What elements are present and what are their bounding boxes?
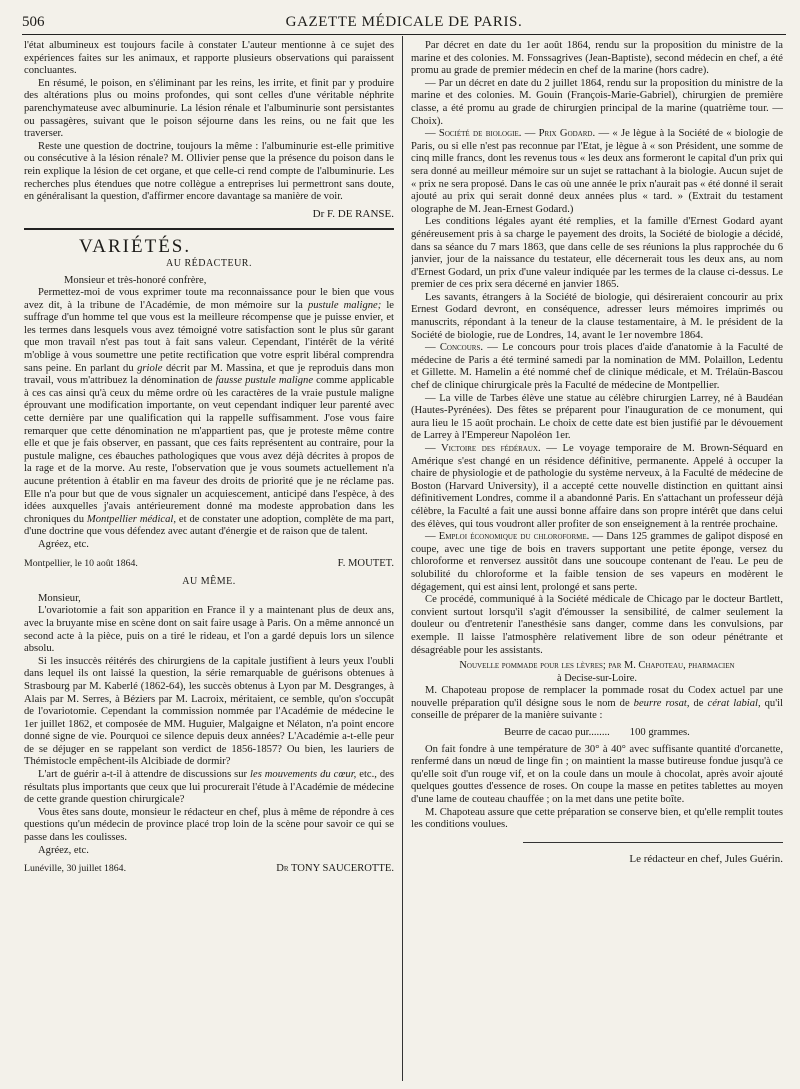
column-divider (402, 36, 403, 1081)
place-date: Lunéville, 30 juillet 1864. (24, 863, 127, 875)
page-header (22, 8, 786, 35)
section-title: VARIÉTÉS. (79, 236, 192, 258)
paragraph: Reste une question de doctrine, toujours la même : l'albuminurie est-elle primitive ou consécutive à la lésion rénale? M. Ollivier pense que la présence du poison dans le rein explique la lésion de cet organe, et que celle-ci rend compte de l'albuminurie. Les recherches plus étendues que notre collègue a entreprises lui permettront sans doute, en généralisant la question, d'affirmer encore davantage sa manière de voir. (24, 140, 394, 203)
recipe-ingredient: Beurre de cacao pur........ (504, 727, 610, 739)
section-divider (24, 228, 394, 233)
recipe-line (411, 727, 783, 740)
paragraph: — Par un décret en date du 2 juillet 1864, rendu sur la proposition du ministre de la marine et des colonies. M. Gouin (François-Marie-Gabriel), chirurgien de première classe, a été promu au grade de chirurgien principal de la marine (quatrième tour. — Choix). (411, 77, 783, 127)
page-number: 506 (22, 14, 45, 30)
letter-paragraph: L'art de guérir a-t-il à attendre de discussions sur les mouvements du cœur, etc., des résultats plus importants que ceux que lui procurerait l'étude à l'Académie de médecine de cette grande question chirurgicale? (24, 769, 394, 806)
news-item: — Société de biologie. — Prix Godard. — « Je lègue à la Société de « biologie de Paris, ou si elle n'est pas reconnue par l'Etat, je lègue à « son Président, une somme de cinq mille francs, dont les revenus tous « les deux ans formeront le capital d'un prix qui sera donné au meilleur mémoire sur un sujet se rattachant à la biologie. Aucun sujet de « prix ne sera proposé. Dans le cas où une année le prix n'aurait pas « été donné il serait ajouté au prix qui serait donné deux années plus « tard. » (Extrait du testament olographe de M. Jean-Ernest Godard.) (411, 128, 783, 215)
closing: Agréez, etc. (38, 538, 89, 550)
letter-paragraph: L'ovariotomie a fait son apparition en France il y a maintenant plus de deux ans, avec la bruyante mise en scène dont on sait faire usage à Paris. On a même annoncé un second acte à la pièce, puis on a tiré le rideau, et l'on a gardé depuis lors un silence absolu. (24, 605, 394, 655)
letter-footer (24, 863, 394, 876)
news-item: — Emploi économique du chloroforme. — Dans 125 grammes de galipot disposé en coupe, avec une tige de bois en travers supportant une petite éponge, versez du chloroforme et renversez aussitôt dans une soucoupe contenant de l'eau. Le peu de solubilité du chloroforme et la faible tension de ses vapeurs en modèrent le dégagement, qui est ainsi lent, prolongé et sans perte. (411, 531, 783, 593)
paragraph: On fait fondre à une température de 30° à 40° avec suffisante quantité d'orcanette, renfermé dans un nœud de linge fin ; on maintient la masse butireuse fondue jusqu'à ce qu'elle soit d'un rouge vif, et on la coule dans un moule à chocolat, après avoir ajouté quelques gouttes d'essence de roses. On coupe la masse en petites tablettes au moyen d'une lame de couteau chauffée ; on la met dans une petite boîte. (411, 743, 783, 806)
salutation: Monsieur et très-honoré confrère, (64, 274, 207, 286)
right-column (411, 40, 783, 1083)
closing: Agréez, etc. (38, 844, 89, 856)
signature: Dr TONY SAUCEROTTE. (276, 863, 394, 875)
signature-rule (523, 842, 783, 843)
signature: F. MOUTET. (337, 557, 394, 569)
journal-title: GAZETTE MÉDICALE DE PARIS. (285, 14, 523, 30)
salutation: Monsieur, (38, 592, 81, 604)
paragraph: Les savants, étrangers à la Société de biologie, qui désireraient concourir au prix Ernest Godard devront, en conséquence, adresser leurs mémoires imprimés ou manuscrits, répondant à la teneur de la clause testamentaire, à M. le président de la Société de biologie, rue de Londres, 14, avant le 1er novembre 1864. (411, 291, 783, 341)
paragraph: M. Chapoteau propose de remplacer la pommade rosat du Codex actuel par une nouvelle préparation qu'il désigne sous le nom de beurre rosat, de cérat labial, qu'il conseille de préparer de la manière suivante : (411, 685, 783, 722)
paragraph: Par décret en date du 1er août 1864, rendu sur la proposition du ministre de la marine et des colonies. M. Fonssagrives (Jean-Baptiste), second médecin en chef, a été promu au grade de premier médecin en chef de la marine (hors cadre). (411, 40, 783, 77)
paragraph: — La ville de Tarbes élève une statue au célèbre chirurgien Larrey, né à Baudéan (Hautes-Pyrénées). Des fêtes se préparent pour l'inauguration de ce monument, qui aura lieu le 15 août prochain. Le choix de cette date est bien justifié par le dévouement de Larrey à l'Empereur Napoléon 1er. (411, 392, 783, 442)
letter-paragraph: Permettez-moi de vous exprimer toute ma reconnaissance pour le bien que vous avez dit, à la tribune de l'Académie, de mon mémoire sur la pustule maligne; le suffrage d'un homme tel que vous est la meilleure récompense que je puisse envier, et les termes dans lesquels vous avez témoigné votre satisfaction sont le plus sûr garant que mon travail n'est pas tout à fait sans valeur. Cependant, l'intérêt de la vérité m'oblige à vous soumettre une petite rectification que votre esprit libéral comprendra sans peine. En parlant du griole décrit par M. Massina, et que je reproduis dans mon travail, vous m'attribuez la dénomination de fausse pustule maligne comme applicable à ces cas ainsi qu'à ceux du même ordre où les caractères de la vraie pustule maligne éprouvant une modification importante, on veut cependant indiquer leur parenté avec cette dernière par une qualification qui la rappelle suffisamment. J'ose vous faire remarquer que cette dénomination ne m'appartient pas, que je proteste même contre elle et que je fais observer, en passant, que ces faits représentent au contraire, pour la pustule maligne, ces ébauches pathologiques que vous avez déjà décrites à propos de la rage et de la morve. Au reste, l'observation que je vous soumets actuellement n'a aucune prétention à établir en ma faveur des droits de priorité que je ne réclame pas. Elle n'a pour but que de vous signaler un acquiescement, anticipé dans l'espèce, à des idées auxquelles j'avais antérieurement donné ma modeste approbation dans les chroniques du Montpellier médical, et de constater une adoption, complète de ma part, d'une doctrine que vous défendez avec autant d'énergie et de raison que de talent. (24, 287, 394, 538)
news-item: — Concours. — Le concours pour trois places d'aide d'anatomie à la Faculté de médecine de Paris a été terminé samedi par la nomination de MM. Polaillon, Ledentu et Gillette. M. Hamelin a été nommé chef de clinique médicale, et M. Trélaün-Bascou chef de clinique chirurgicale près la Faculté de médecine de Montpellier. (411, 342, 783, 392)
editor-signature: Le rédacteur en chef, Jules Guérin. (629, 852, 783, 865)
left-column (24, 40, 394, 1083)
article-title: Nouvelle pommade pour les lèvres; par M. Chapoteau, pharmacien (459, 660, 735, 672)
paragraph: M. Chapoteau assure que cette préparation se conserve bien, et qu'elle remplit toutes les conditions voulues. (411, 806, 783, 831)
news-item: — Victoire des fédéraux. — Le voyage temporaire de M. Brown-Séquard en Amérique s'est changé en un résidence définitive, permanente. Appelé à occuper la chaire de physiologie et de pathologie du système nerveux, à la Faculté de médecine de Boston (Harvard University), il a accepté cette nouvelle distinction en quittant ainsi définitivement Londres, comme il a abandonné Paris. En s'attachant un professeur déjà célèbre, la Faculté a fait une aussi bonne affaire dans son propre intérêt que dans celui des élèves, qui tous voudront aller profiter de son enseignement à la rentrée prochaine. (411, 443, 783, 530)
signature: Dr F. DE RANSE. (312, 207, 394, 220)
letter-heading: AU RÉDACTEUR. (166, 257, 252, 269)
paragraph: Les conditions légales ayant été remplies, et la famille d'Ernest Godard ayant généreusement pris à sa charge le payement des droits, la Société de biologie a décidé, dans sa séance du 7 mars 1863, que dans celle de ses réunions la plus rapprochée du 6 janvier, jour de la naissance du testateur, elle décernerait tous les deux ans, au nom d'Ernest Godard, un prix d'une valeur indiquée par les termes de la clause ci-dessus. Le premier de ces prix sera décerné en janvier 1865. (411, 216, 783, 291)
letter-footer (24, 558, 394, 571)
letter-paragraph: Vous êtes sans doute, monsieur le rédacteur en chef, plus à même de répondre à ces questions qu'un médecin de province placé trop loin de la scène pour savoir ce qui se passe dans les coulisses. (24, 806, 394, 844)
article-subtitle: à Decise-sur-Loire. (557, 672, 637, 684)
letter-paragraph: Si les insuccès réitérés des chirurgiens de la capitale justifient à leurs yeux l'oubli dans lequel ils ont laissé la question, la série remarquable de guérisons obtenues à Strasbourg par M. Kaberlé (1862-64), les succès obtenus à Lyon par M. Desgranges, à Alais par M. Serres, à Béziers par M. Lacroix, méritaient, ce semble, qu'on s'occupât de l'ovariotomie. Cependant la commission nommée par l'Académie de médecine le 1er juillet 1862, et composée de MM. Huguier, Malgaigne et Nélaton, n'a point encore donné signe de vie. Pourquoi ce silence depuis deux années? L'Académie a-t-elle peur de se déjuger en se rappelant son verdict de 1856-1857? Ou bien, les lauriers de Thémistocle empêchent-ils Alcibiade de dormir? (24, 655, 394, 768)
letter-heading: AU MÊME. (182, 576, 236, 588)
recipe-quantity: 100 grammes. (629, 727, 690, 739)
paragraph: En résumé, le poison, en s'éliminant par les reins, les irrite, et finit par y produire des altérations plus ou moins profondes, qui sont celles d'une véritable néphrite parenchymateuse avec albuminurie. La lésion rénale et l'albuminurie sont persistantes ou passagères, suivant que le poison séjourne dans les reins, ou ne fait que les traverser. (24, 77, 394, 140)
place-date: Montpellier, le 10 août 1864. (24, 557, 138, 569)
paragraph: Ce procédé, communiqué à la Société médicale de Chicago par le docteur Bartlett, convient surtout lorsqu'il s'agit d'émousser la sensibilité, de calmer seulement la douleur ou d'entretenir l'anesthésie sans danger, comme dans les convulsions, par exemple. Il laisse l'atmosphère relativement libre de son odeur pénétrante et désagréable pour les assistants. (411, 594, 783, 656)
paragraph: l'état albumineux est toujours facile à constater L'auteur mentionne à ce sujet des expériences faites sur les animaux, et rapporte plusieurs observations qui paraissent concluantes. (24, 40, 394, 77)
